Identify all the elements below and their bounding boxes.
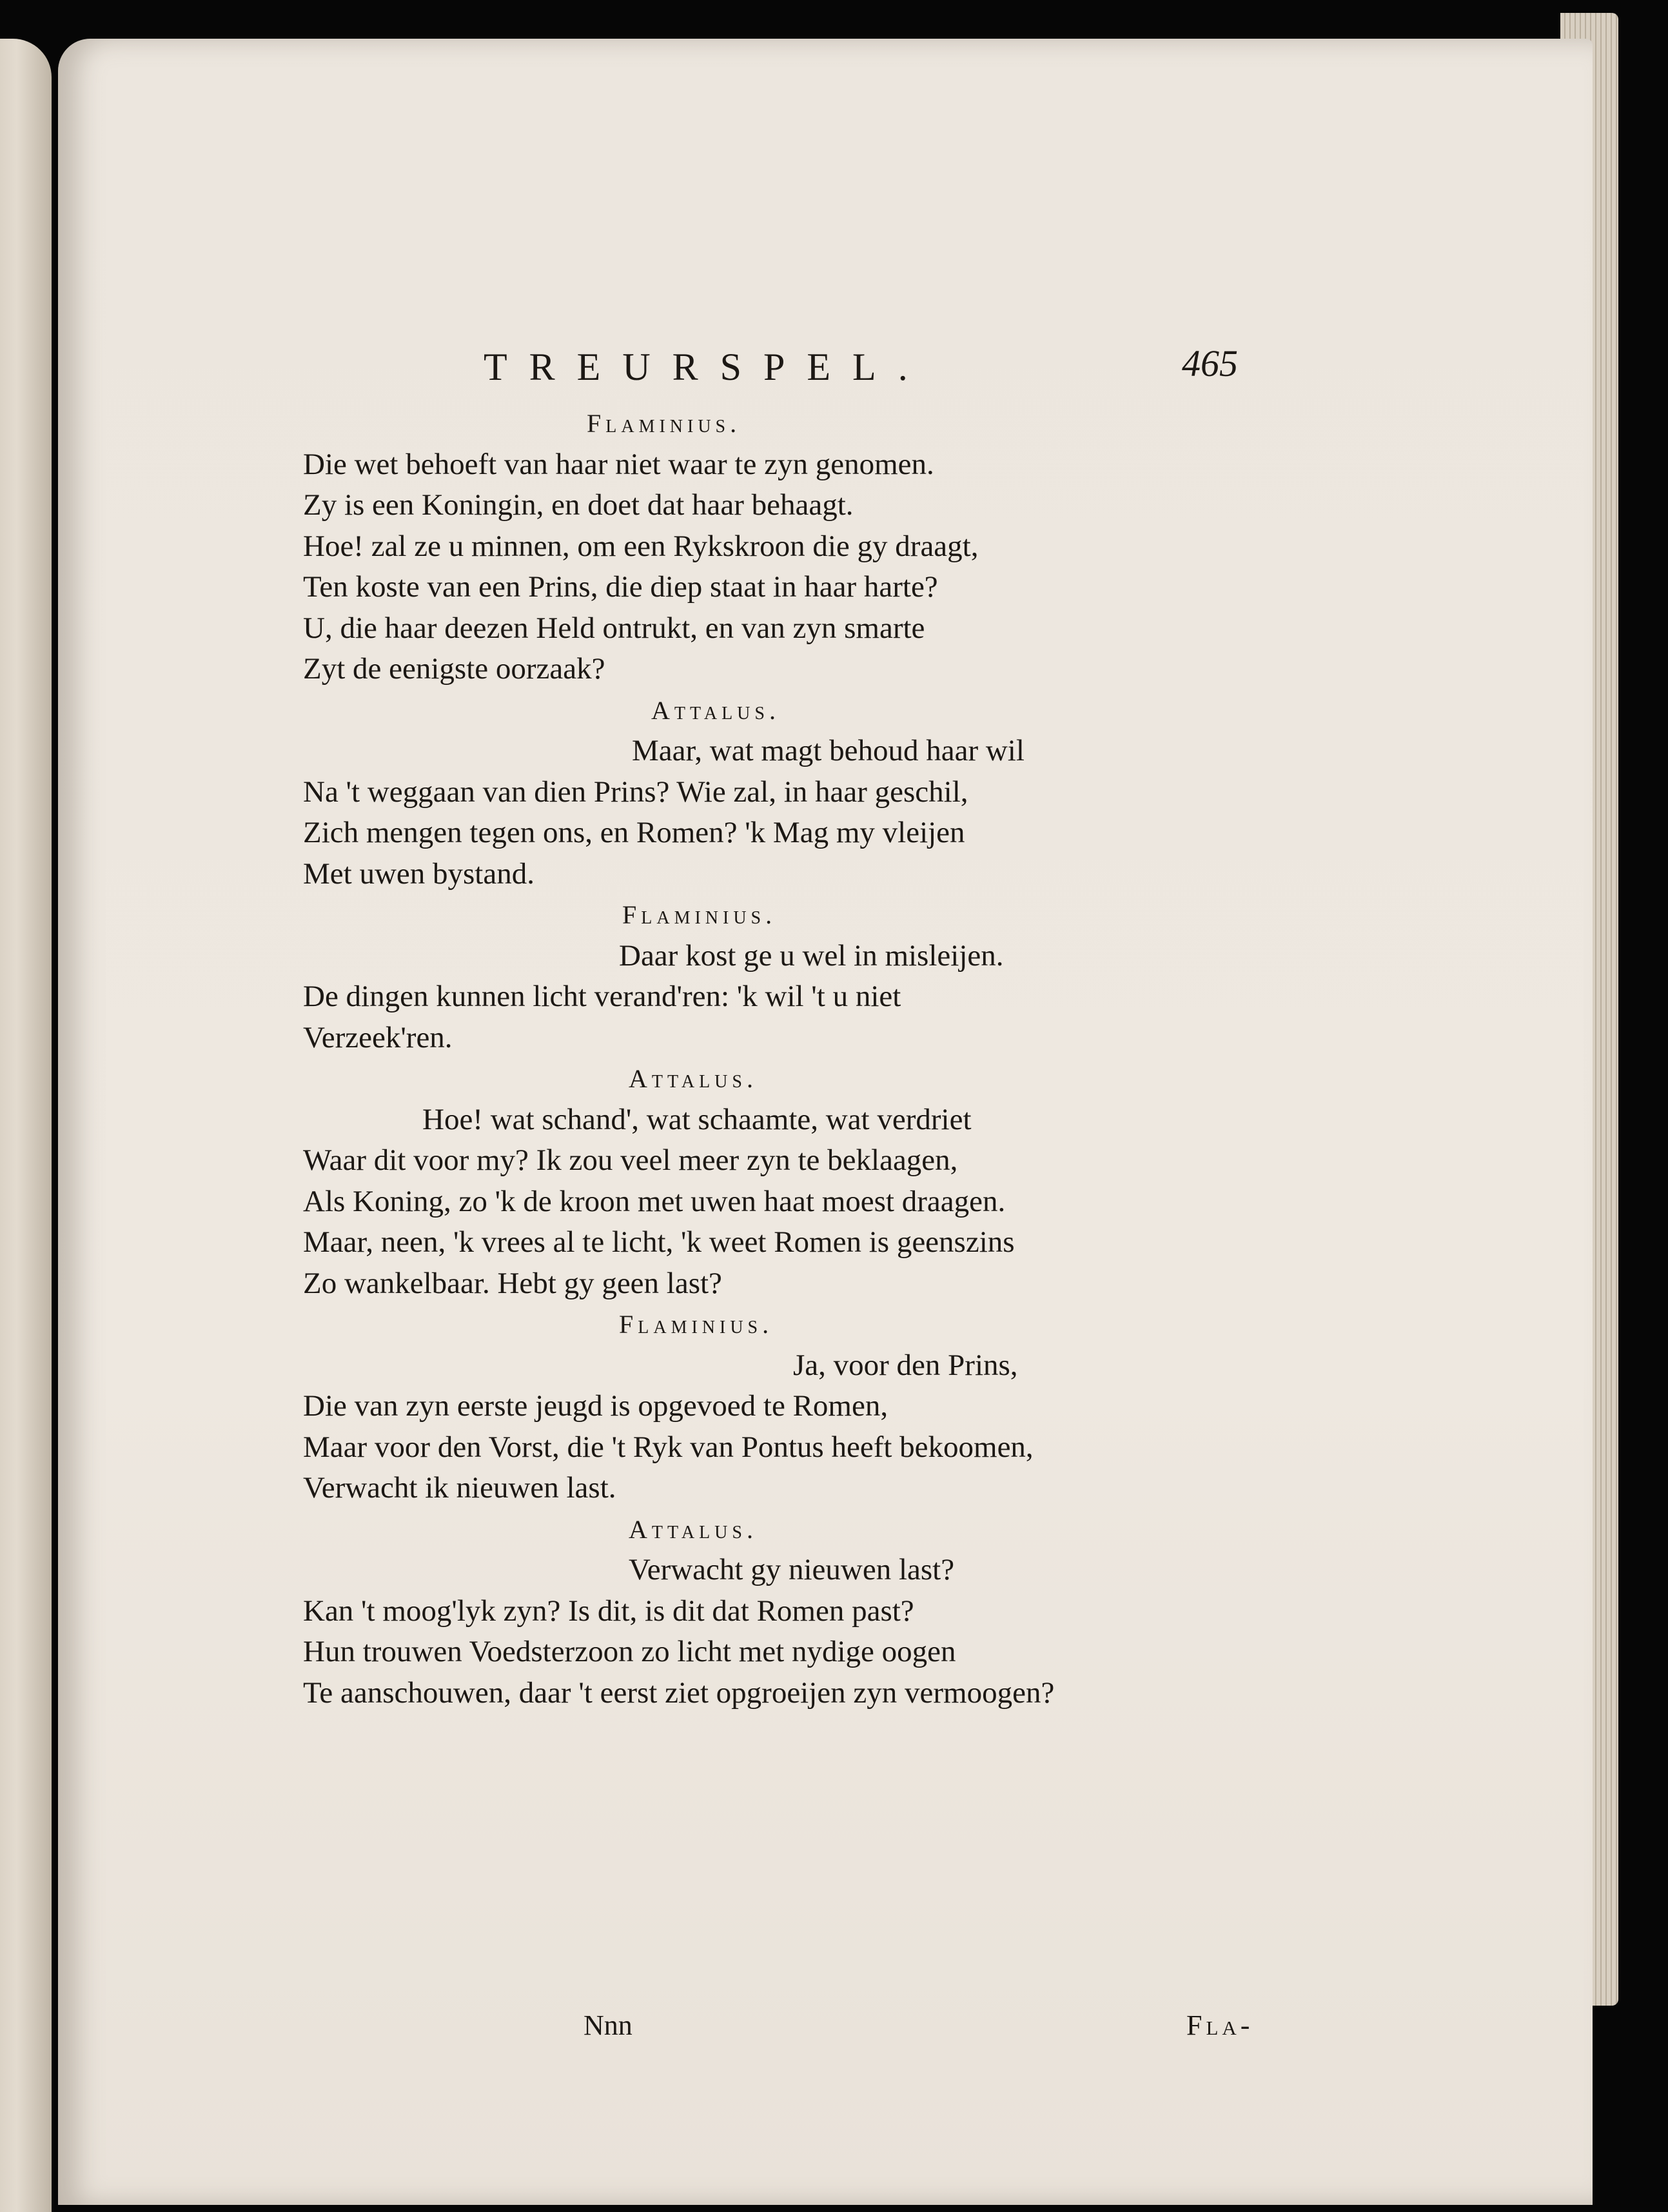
speaker-name: Flaminius. [619,1310,774,1339]
page-number: 465 [1182,342,1238,384]
verse-line: Waar dit voor my? Ik zou veel meer zyn te beklaagen, [303,1143,958,1177]
speaker-name: Attalus. [629,1514,758,1544]
verse-line: Te aanschouwen, daar 't eerst ziet opgroeijen zyn vermoogen? [303,1675,1055,1710]
speaker-name: Flaminius. [622,900,777,929]
verse-line: Maar, wat magt behoud haar wil [632,734,1025,767]
speaker-name: Flaminius. [587,409,741,438]
verse-line: U, die haar deezen Held ontrukt, en van zyn smarte [303,611,925,645]
facing-page-edge [0,39,52,2212]
verse-line: Verwacht ik nieuwen last. [303,1471,616,1505]
verse-line: Kan 't moog'lyk zyn? Is dit, is dit dat Romen past? [303,1594,914,1628]
speaker-name: Attalus. [629,1064,758,1093]
verse-body [303,403,1244,1713]
verse-line: Met uwen bystand. [303,856,535,891]
verse-line: Maar, neen, 'k vrees al te licht, 'k weet Romen is geenszins [303,1225,1015,1259]
verse-line: Na 't weggaan van dien Prins? Wie zal, in haar geschil, [303,775,968,809]
book-page [58,39,1593,2205]
verse-line: Hoe! zal ze u minnen, om een Rykskroon die gy draagt, [303,529,979,563]
verse-line: Die van zyn eerste jeugd is opgevoed te Romen, [303,1389,888,1423]
verse-line: Zo wankelbaar. Hebt gy geen last? [303,1266,722,1300]
verse-line: Zy is een Koningin, en doet dat haar behaagt. [303,488,854,522]
verse-line: Hun trouwen Voedsterzoon zo licht met nydige oogen [303,1635,956,1668]
verse-line: Ja, voor den Prins, [793,1348,1018,1382]
signature-mark: Nnn [584,2010,633,2041]
catchword: Fla- [1186,2010,1254,2041]
verse-line: Die wet behoeft van haar niet waar te zyn genomen. [303,447,934,481]
running-head-title: TREURSPEL. [484,346,930,388]
running-head [232,342,1238,393]
verse-line: Daar kost ge u wel in misleijen. [619,938,1004,973]
verse-line: Verwacht gy nieuwen last? [629,1553,955,1586]
verse-line: De dingen kunnen licht verand'ren: 'k wil 't u niet [303,980,901,1013]
verse-line: Hoe! wat schand', wat schaamte, wat verdriet [422,1102,972,1136]
verse-line: Als Koning, zo 'k de kroon met uwen haat moest draagen. [303,1184,1006,1218]
verse-line: Zich mengen tegen ons, en Romen? 'k Mag my vleijen [303,816,965,849]
verse-line: Maar voor den Vorst, die 't Ryk van Pontus heeft bekoomen, [303,1430,1034,1464]
verse-line: Verzeek'ren. [303,1020,453,1054]
verse-line: Zyt de eenigste oorzaak? [303,652,605,686]
verse-line: Ten koste van een Prins, die diep staat in haar harte? [303,570,938,604]
speaker-name: Attalus. [651,695,780,725]
